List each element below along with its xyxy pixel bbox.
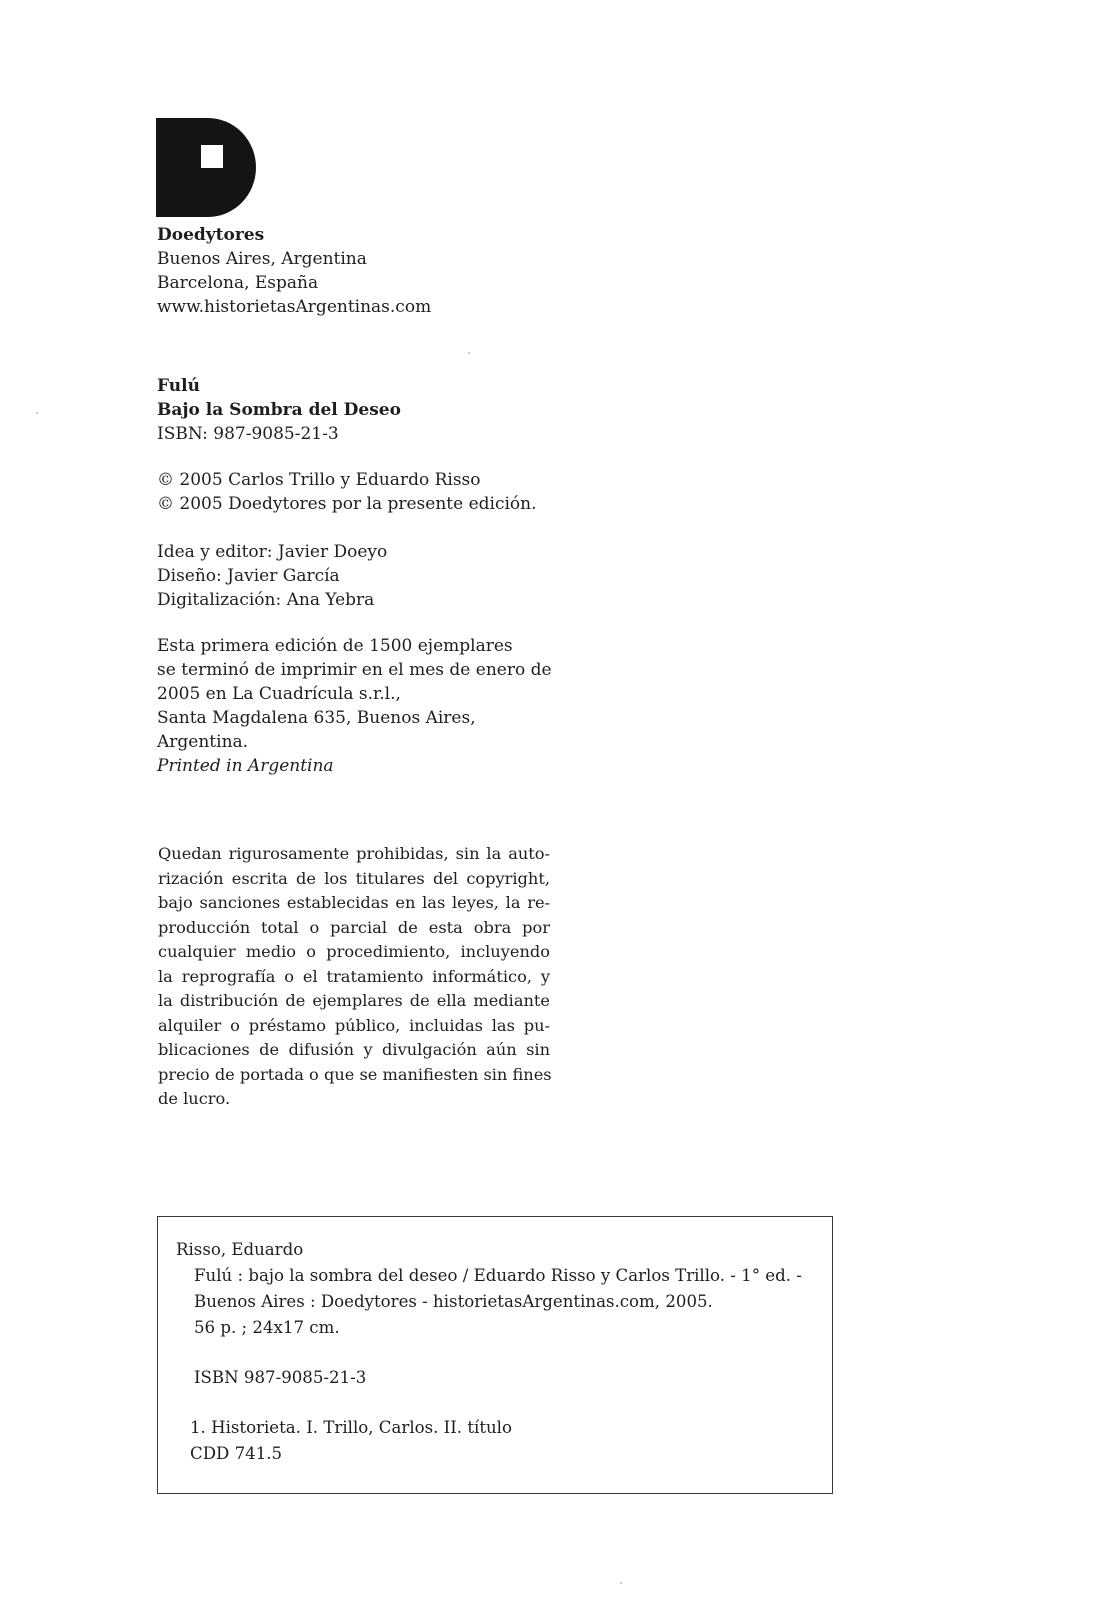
publisher-city-2: Barcelona, España [157, 273, 319, 293]
publisher-logo [156, 118, 256, 217]
legal-line: de lucro. [158, 1089, 231, 1108]
catalog-entry-title: Fulú : bajo la sombra del deseo / Eduardo Risso y Carlos Trillo. - 1° ed. - [194, 1266, 802, 1285]
copyright-line-1: © 2005 Carlos Trillo y Eduardo Risso [157, 470, 481, 490]
credit-design: Diseño: Javier García [157, 566, 340, 586]
book-info [157, 374, 401, 446]
catalog-isbn: ISBN 987-9085-21-3 [194, 1368, 367, 1387]
printing-line: Santa Magdalena 635, Buenos Aires, [157, 708, 476, 728]
credits [157, 540, 387, 612]
publisher-city-1: Buenos Aires, Argentina [157, 249, 367, 269]
publisher-name: Doedytores [157, 225, 265, 245]
printing-line: Esta primera edición de 1500 ejemplares [157, 636, 513, 656]
scan-speck [620, 1582, 622, 1584]
catalog-subjects: 1. Historieta. I. Trillo, Carlos. II. título [190, 1418, 512, 1437]
legal-line: alquiler o préstamo público, incluidas las pu- [158, 1015, 550, 1035]
legal-line: bajo sanciones establecidas en las leyes, la re- [158, 893, 550, 912]
legal-line: rización escrita de los titulares del copyright, [158, 868, 550, 888]
copyright-notice [157, 468, 537, 516]
legal-line: precio de portada o que se manifiesten sin fines [158, 1064, 552, 1084]
credit-editor: Idea y editor: Javier Doeyo [157, 542, 388, 562]
printing-line: Argentina. [157, 732, 249, 752]
copyright-line-2: © 2005 Doedytores por la presente edición. [157, 494, 537, 514]
book-title: Bajo la Sombra del Deseo [157, 400, 401, 420]
legal-line: la distribución de ejemplares de ella mediante [158, 991, 550, 1010]
scan-speck [468, 352, 470, 354]
printing-info [157, 634, 552, 778]
scan-speck [36, 412, 38, 414]
publisher-info [157, 223, 431, 319]
credit-digitization: Digitalización: Ana Yebra [157, 590, 375, 610]
catalog-entry-imprint: Buenos Aires : Doedytores - historietasArgentinas.com, 2005. [194, 1292, 713, 1311]
publisher-website: www.historietasArgentinas.com [157, 297, 432, 317]
legal-line: Quedan rigurosamente prohibidas, sin la auto- [158, 844, 550, 863]
printing-line: 2005 en La Cuadrícula s.r.l., [157, 684, 401, 704]
legal-line: producción total o parcial de esta obra por [158, 917, 550, 937]
legal-line: blicaciones de difusión y divulgación aún sin [158, 1040, 550, 1059]
catalog-author: Risso, Eduardo [176, 1240, 304, 1259]
catalog-cdd: CDD 741.5 [190, 1444, 283, 1463]
book-isbn: ISBN: 987-9085-21-3 [157, 424, 339, 444]
catalog-entry-extent: 56 p. ; 24x17 cm. [194, 1318, 340, 1337]
legal-line: la reprografía o el tratamiento informático, y [158, 966, 550, 986]
printing-line: se terminó de imprimir en el mes de enero de [157, 660, 552, 680]
legal-line: cualquier medio o procedimiento, incluyendo [158, 942, 550, 961]
book-series: Fulú [157, 376, 200, 396]
catalog-record-box [157, 1216, 833, 1494]
legal-notice [158, 842, 550, 1112]
printed-in: Printed in Argentina [157, 756, 334, 776]
